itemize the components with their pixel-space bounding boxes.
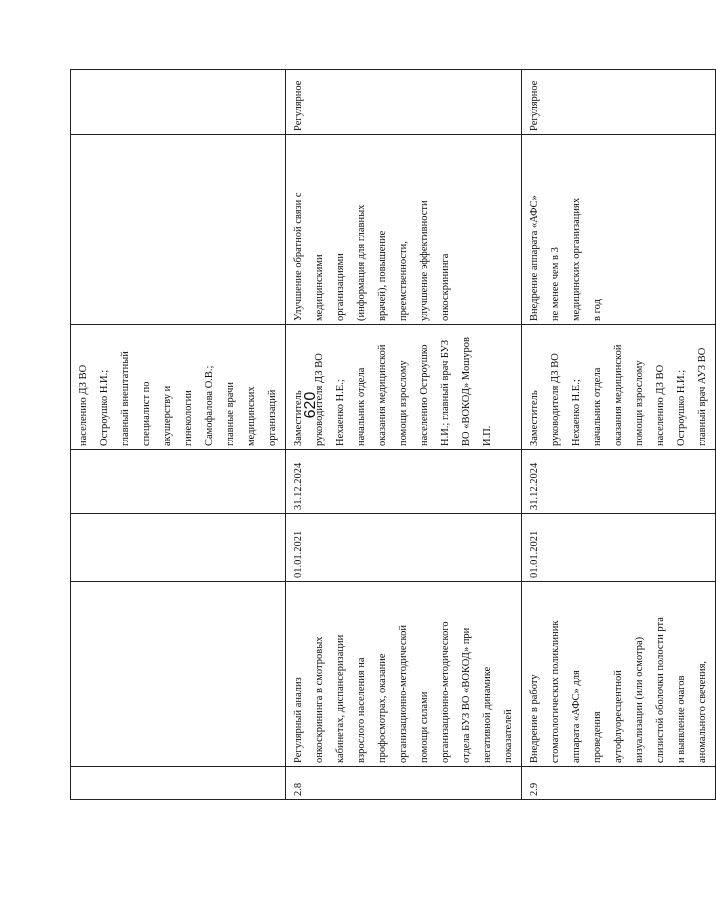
- cell-start: 01.01.2021: [522, 514, 716, 582]
- table-row-2-8: [286, 70, 522, 800]
- cell-responsible: населению ДЗ ВО Остроушко Н.И.; главный внештатный специалист по акушерству и гинекологии Самофалова О.В.; главные врачи медицинских организаций: [71, 325, 286, 450]
- cell-end: 31.12.2024: [286, 450, 522, 514]
- cell-end: [71, 450, 286, 514]
- cell-frequency: Регулярное: [522, 70, 716, 135]
- cell-frequency: Регулярное: [286, 70, 522, 135]
- cell-num: 2.8: [286, 767, 522, 800]
- table-row-2-9: [522, 70, 716, 800]
- cell-result: [71, 135, 286, 325]
- measures-table: [70, 69, 716, 800]
- cell-result: Улучшение обратной связи с медицинскими организациями (информация для главных врачей), повышение преемственности, улучшение эффективности онкоскрининга: [286, 135, 522, 325]
- cell-responsible: Заместитель руководителя ДЗ ВО Нехаенко Н.Е.; начальник отдела оказания медицинской помощи взрослому населению Остроушко Н.И.; главный врач БУЗ ВО «ВОКОД» Мошуров И.П.: [286, 325, 522, 450]
- cell-event: Регулярный анализ онкоскрининга в смотровых кабинетах, диспансеризации взрослого населения на профосмотрах, оказание организационно-методической помощи силами организационно-методического отдела БУЗ ВО «ВОКОД» при негативной динамике показателей: [286, 582, 522, 767]
- table-row-continuation: [71, 70, 286, 800]
- rotated-table-wrapper: [70, 70, 708, 800]
- cell-start: [71, 514, 286, 582]
- cell-responsible: Заместитель руководителя ДЗ ВО Нехаенко Н.Е.; начальник отдела оказания медицинской помощи взрослому населению ДЗ ВО Остроушко Н.И.; главный врач АУЗ ВО: [522, 325, 716, 450]
- cell-event: Внедрение в работу стоматологических поликлиник аппарата «АФС» для проведения аутофлуоресцентной визуализации (или осмотра) слизистой оболочки полости рта и выявление очагов аномального свечения,: [522, 582, 716, 767]
- page-number: 620: [302, 391, 319, 419]
- cell-start: 01.01.2021: [286, 514, 522, 582]
- cell-num: 2.9: [522, 767, 716, 800]
- cell-num: [71, 767, 286, 800]
- cell-result: Внедрение аппарата «АФС» не менее чем в 3 медицинских организациях в год: [522, 135, 716, 325]
- cell-frequency: [71, 70, 286, 135]
- cell-event: [71, 582, 286, 767]
- cell-end: 31.12.2024: [522, 450, 716, 514]
